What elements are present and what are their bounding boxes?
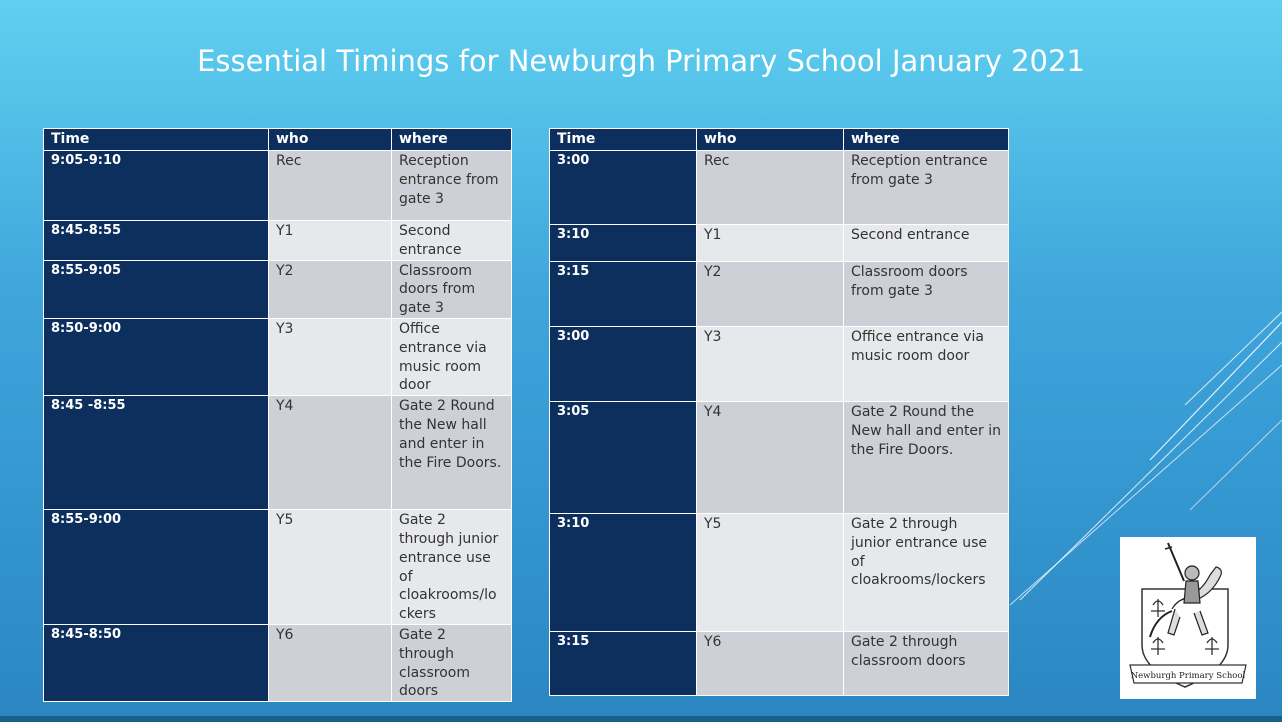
header-time: Time: [44, 129, 269, 151]
where-cell: Second entrance: [392, 221, 512, 261]
time-cell: 3:00: [550, 327, 697, 402]
table-row: [550, 225, 1009, 262]
page-title: Essential Timings for Newburgh Primary School January 2021: [197, 44, 1085, 78]
who-cell: Y4: [269, 396, 392, 510]
time-cell: 3:05: [550, 402, 697, 514]
departure-timings-table: [549, 128, 1009, 696]
table-row: [44, 151, 512, 221]
knight-crest-icon: [1120, 537, 1256, 699]
where-cell: Gate 2 through junior entrance use of cloakrooms/lo ckers: [392, 510, 512, 625]
table-row: [550, 632, 1009, 696]
table-row: [550, 262, 1009, 327]
header-where: where: [392, 129, 512, 151]
who-cell: Y6: [697, 632, 844, 696]
who-cell: Y1: [269, 221, 392, 261]
who-cell: Y2: [269, 260, 392, 318]
header-who: who: [269, 129, 392, 151]
where-cell: Classroom doors from gate 3: [844, 262, 1009, 327]
who-cell: Y3: [697, 327, 844, 402]
time-cell: 3:10: [550, 514, 697, 632]
table-row: [44, 624, 512, 701]
where-cell: Classroom doors from gate 3: [392, 260, 512, 318]
table-row: [44, 510, 512, 625]
table-row: [550, 402, 1009, 514]
who-cell: Y3: [269, 318, 392, 395]
where-cell: Gate 2 through junior entrance use of cloakrooms/lockers: [844, 514, 1009, 632]
where-cell: Gate 2 Round the New hall and enter in the Fire Doors.: [844, 402, 1009, 514]
who-cell: Y5: [269, 510, 392, 625]
time-cell: 3:15: [550, 262, 697, 327]
where-cell: Gate 2 through classroom doors: [844, 632, 1009, 696]
time-cell: 3:10: [550, 225, 697, 262]
time-cell: 9:05-9:10: [44, 151, 269, 221]
table-row: [44, 396, 512, 510]
where-cell: Reception entrance from gate 3: [844, 151, 1009, 225]
who-cell: Rec: [269, 151, 392, 221]
header-time: Time: [550, 129, 697, 151]
time-cell: 8:45 -8:55: [44, 396, 269, 510]
who-cell: Y2: [697, 262, 844, 327]
school-logo: [1120, 537, 1256, 699]
who-cell: Y6: [269, 624, 392, 701]
time-cell: 3:00: [550, 151, 697, 225]
table-row: [44, 260, 512, 318]
where-cell: Office entrance via music room door: [392, 318, 512, 395]
logo-text: Newburgh Primary School: [1130, 671, 1246, 681]
where-cell: Gate 2 through classroom doors: [392, 624, 512, 701]
who-cell: Y1: [697, 225, 844, 262]
table-row: [44, 318, 512, 395]
table-row: [550, 514, 1009, 632]
header-where: where: [844, 129, 1009, 151]
time-cell: 8:55-9:00: [44, 510, 269, 625]
where-cell: Reception entrance from gate 3: [392, 151, 512, 221]
who-cell: Y4: [697, 402, 844, 514]
who-cell: Rec: [697, 151, 844, 225]
where-cell: Second entrance: [844, 225, 1009, 262]
who-cell: Y5: [697, 514, 844, 632]
time-cell: 3:15: [550, 632, 697, 696]
bottom-bar: [0, 716, 1282, 722]
table-row: [550, 327, 1009, 402]
time-cell: 8:55-9:05: [44, 260, 269, 318]
where-cell: Gate 2 Round the New hall and enter in the Fire Doors.: [392, 396, 512, 510]
table-row: [44, 221, 512, 261]
where-cell: Office entrance via music room door: [844, 327, 1009, 402]
header-who: who: [697, 129, 844, 151]
time-cell: 8:50-9:00: [44, 318, 269, 395]
arrival-timings-table: [43, 128, 512, 702]
time-cell: 8:45-8:55: [44, 221, 269, 261]
time-cell: 8:45-8:50: [44, 624, 269, 701]
table-row: [550, 151, 1009, 225]
